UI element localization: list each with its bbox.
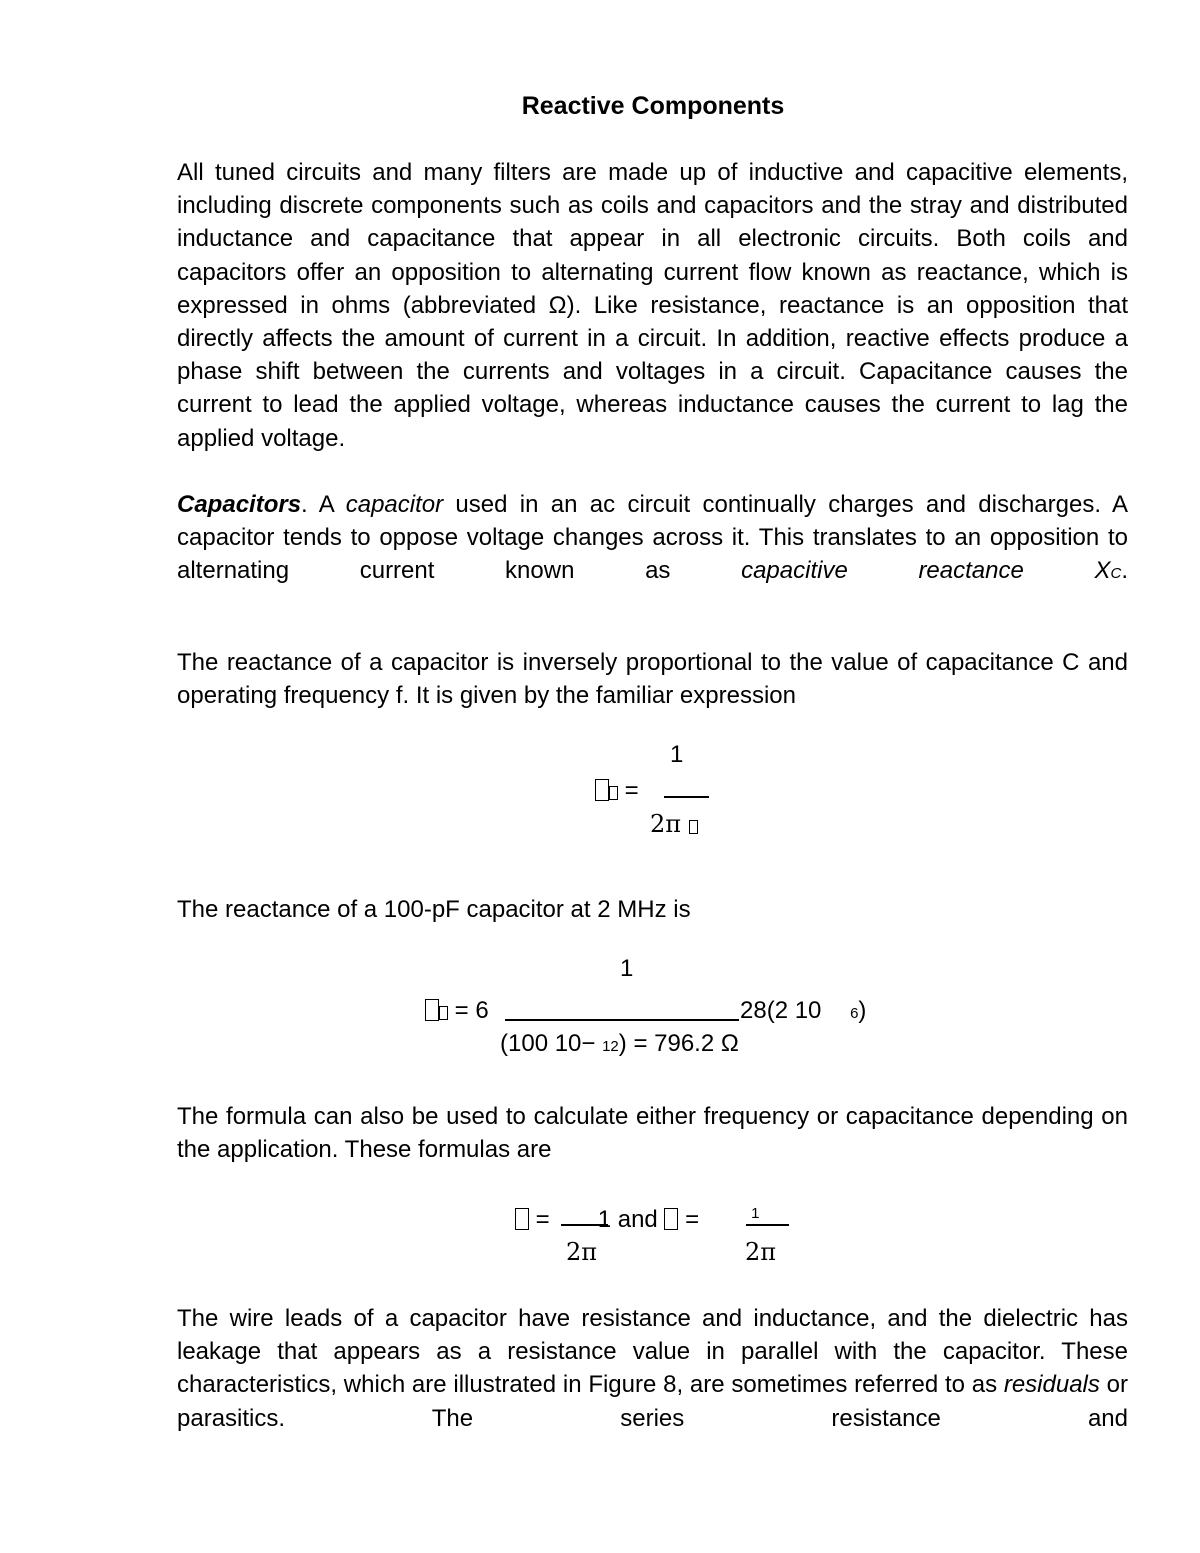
eq3-and: and bbox=[617, 1206, 658, 1233]
eq3-numerator-1: 1 bbox=[597, 1206, 612, 1233]
eq2-fraction-bar bbox=[505, 1019, 739, 1021]
formula-paragraph: The formula can also be used to calculate either frequency or capacitance depending on the application. These formulas are bbox=[177, 1103, 1128, 1164]
eq2-lhs bbox=[425, 999, 489, 1023]
placeholder-glyph-icon bbox=[664, 1208, 678, 1230]
placeholder-glyph-icon bbox=[425, 999, 439, 1021]
eq2-exponent-12: 12 bbox=[602, 1038, 619, 1055]
eq3-equals-2: = bbox=[685, 1206, 700, 1233]
eq1-lhs bbox=[595, 779, 639, 803]
residuals-text-b: or parasitics. The series resistance and bbox=[177, 1371, 1128, 1432]
residuals-paragraph bbox=[177, 1302, 1128, 1435]
eq3-numerator-2: 1 bbox=[751, 1205, 760, 1222]
eq2-numerator: 1 bbox=[620, 955, 634, 982]
eq2-line2-text: (100 10− bbox=[500, 1030, 596, 1057]
capacitors-text-end: . bbox=[1121, 557, 1129, 585]
eq1-denominator-text: 2π bbox=[650, 810, 682, 838]
eq2-rhs-text: 28(2 10 bbox=[740, 997, 822, 1024]
eq2-exponent-6: 6 bbox=[850, 1005, 859, 1022]
reactance-paragraph: The reactance of a capacitor is inversely proportional to the value of capacitance C and operating frequency f. It is given by the familiar expression bbox=[177, 649, 1128, 710]
capacitors-paragraph bbox=[177, 488, 1128, 591]
page-title: Reactive Components bbox=[521, 92, 785, 120]
example-paragraph: The reactance of a 100-pF capacitor at 2 MHz is bbox=[177, 896, 691, 923]
eq2-line2 bbox=[500, 1032, 739, 1056]
capacitors-heading: Capacitors bbox=[177, 491, 302, 518]
eq1-numerator: 1 bbox=[670, 741, 684, 768]
eq3-denominator-1: 2π bbox=[566, 1238, 598, 1266]
eq1-fraction-bar bbox=[664, 796, 709, 798]
capacitor-term: capacitor bbox=[345, 491, 444, 518]
intro-paragraph: All tuned circuits and many filters are made up of inductive and capacitive elements, including discrete components such as coils and capacitors and the stray and distributed inductance and capacitance that appear in all electronic circuits. Both coils and capacitors offer an opposition to alternating current flow known as reactance, which is expressed in ohms (abbreviated Ω). Like resistance, reactance is an opposition that directly affects the amount of current in a circuit. In addition, reactive effects produce a phase shift between the currents and voltages in a circuit. Capacitance causes the current to lead the applied voltage, whereas inductance causes the current to lag the applied voltage. bbox=[177, 159, 1128, 452]
eq2-result: ) = 796.2 Ω bbox=[618, 1030, 739, 1057]
capacitive-reactance-term: capacitive reactance X bbox=[741, 557, 1111, 585]
residuals-term: residuals bbox=[1003, 1371, 1100, 1399]
capacitors-text-b: used in an ac circuit continually charges and discharges. A capacitor tends to oppose voltage changes across it. This translates to an opposition to alternating current known as bbox=[177, 491, 1128, 585]
eq1-equals: = bbox=[624, 777, 639, 804]
placeholder-glyph-icon bbox=[515, 1208, 529, 1230]
placeholder-glyph-icon bbox=[439, 1006, 448, 1020]
eq2-rhs bbox=[740, 999, 866, 1023]
eq2-rhs-close: ) bbox=[858, 997, 867, 1024]
eq3-fraction-bar-2 bbox=[746, 1224, 789, 1226]
eq3-row bbox=[515, 1206, 759, 1232]
placeholder-glyph-icon bbox=[689, 820, 698, 834]
capacitive-reactance-subscript: C bbox=[1110, 565, 1122, 583]
eq1-denominator bbox=[650, 812, 698, 836]
eq3-equals-1: = bbox=[535, 1206, 550, 1233]
placeholder-glyph-icon bbox=[595, 779, 609, 801]
eq3-fraction-bar-1 bbox=[561, 1224, 608, 1226]
eq2-lhs-text: = 6 bbox=[454, 997, 489, 1024]
capacitors-text-a: . A bbox=[301, 491, 346, 518]
residuals-text-a: The wire leads of a capacitor have resistance and inductance, and the dielectric has leakage that appears as a resistance value in parallel with the capacitor. These characteristics, which are illustrated in Figure 8, are sometimes referred to as bbox=[177, 1305, 1128, 1399]
placeholder-glyph-icon bbox=[609, 786, 618, 800]
eq3-denominator-2: 2π bbox=[745, 1238, 777, 1266]
